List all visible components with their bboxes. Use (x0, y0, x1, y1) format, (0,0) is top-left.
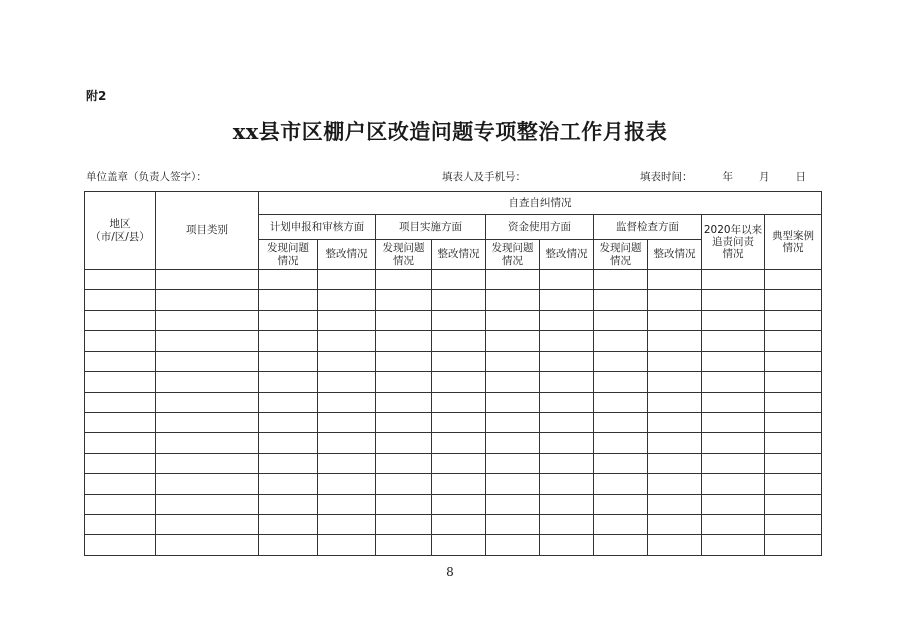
group-header-implementation: 项目实施方面 (376, 215, 486, 240)
table-cell[interactable] (318, 290, 376, 310)
table-cell[interactable] (432, 494, 486, 514)
table-cell[interactable] (486, 515, 540, 535)
table-cell[interactable] (156, 433, 259, 453)
table-cell[interactable] (432, 290, 486, 310)
table-cell[interactable] (85, 412, 156, 432)
table-row (85, 392, 822, 412)
table-cell[interactable] (432, 351, 486, 371)
table-cell[interactable] (540, 494, 594, 514)
table-row (85, 494, 822, 514)
table-cell[interactable] (486, 494, 540, 514)
group-header-supervision: 监督检查方面 (594, 215, 702, 240)
table-cell[interactable] (648, 331, 702, 351)
table-cell[interactable] (259, 331, 318, 351)
table-cell[interactable] (85, 331, 156, 351)
table-cell[interactable] (648, 392, 702, 412)
table-cell[interactable] (156, 351, 259, 371)
table-cell[interactable] (540, 433, 594, 453)
table-cell[interactable] (318, 372, 376, 392)
table-cell[interactable] (376, 453, 432, 473)
category-header: 项目类别 (156, 192, 259, 270)
table-cell[interactable] (432, 372, 486, 392)
table-cell[interactable] (765, 372, 822, 392)
table-cell[interactable] (85, 515, 156, 535)
table-cell[interactable] (486, 372, 540, 392)
table-cell[interactable] (85, 290, 156, 310)
table-cell[interactable] (702, 412, 765, 432)
table-cell[interactable] (702, 331, 765, 351)
table-cell[interactable] (540, 412, 594, 432)
rectify-header: 整改情况 (540, 240, 594, 270)
table-cell[interactable] (486, 331, 540, 351)
table-cell[interactable] (85, 310, 156, 330)
table-cell[interactable] (540, 372, 594, 392)
table-cell[interactable] (85, 392, 156, 412)
rectify-header: 整改情况 (318, 240, 376, 270)
table-cell[interactable] (594, 351, 648, 371)
table-row (85, 310, 822, 330)
table-cell[interactable] (85, 270, 156, 290)
table-cell[interactable] (594, 433, 648, 453)
table-cell[interactable] (540, 351, 594, 371)
table-cell[interactable] (432, 310, 486, 330)
table-row (85, 290, 822, 310)
table-cell[interactable] (486, 433, 540, 453)
table-cell[interactable] (432, 331, 486, 351)
table-cell[interactable] (594, 270, 648, 290)
table-cell[interactable] (486, 392, 540, 412)
table-cell[interactable] (765, 453, 822, 473)
table-cell[interactable] (648, 412, 702, 432)
table-row (85, 412, 822, 432)
table-cell[interactable] (85, 433, 156, 453)
table-cell[interactable] (156, 372, 259, 392)
rectify-header: 整改情况 (648, 240, 702, 270)
table-cell[interactable] (648, 372, 702, 392)
accountability-header: 2020年以来 追责问责 情况 (702, 215, 765, 270)
table-cell[interactable] (156, 474, 259, 494)
year-label: 年 (722, 171, 733, 183)
table-cell[interactable] (702, 270, 765, 290)
table-cell[interactable] (376, 331, 432, 351)
table-cell[interactable] (156, 310, 259, 330)
table-row (85, 372, 822, 392)
table-cell[interactable] (594, 494, 648, 514)
table-cell[interactable] (702, 433, 765, 453)
table-cell[interactable] (540, 310, 594, 330)
table-cell[interactable] (85, 494, 156, 514)
table-cell[interactable] (486, 453, 540, 473)
found-issue-header: 发现问题 情况 (259, 240, 318, 270)
unit-seal-label: 单位盖章（负责人签字）： (86, 171, 207, 183)
table-cell[interactable] (85, 474, 156, 494)
table-cell[interactable] (765, 494, 822, 514)
page-title: xx县市区棚户区改造问题专项整治工作月报表 (232, 119, 668, 144)
table-cell[interactable] (376, 535, 432, 556)
table-cell[interactable] (540, 535, 594, 556)
table-cell[interactable] (594, 453, 648, 473)
table-cell[interactable] (318, 270, 376, 290)
table-cell[interactable] (765, 433, 822, 453)
table-cell[interactable] (259, 453, 318, 473)
table-cell[interactable] (318, 310, 376, 330)
table-cell[interactable] (156, 270, 259, 290)
table-cell[interactable] (765, 412, 822, 432)
table-cell[interactable] (702, 351, 765, 371)
table-cell[interactable] (702, 494, 765, 514)
table-cell[interactable] (318, 515, 376, 535)
table-cell[interactable] (594, 290, 648, 310)
table-row (85, 351, 822, 371)
table-cell[interactable] (648, 474, 702, 494)
table-cell[interactable] (594, 310, 648, 330)
table-row (85, 474, 822, 494)
table-cell[interactable] (540, 474, 594, 494)
table-cell[interactable] (376, 290, 432, 310)
table-cell[interactable] (318, 453, 376, 473)
table-cell[interactable] (765, 310, 822, 330)
table-cell[interactable] (765, 270, 822, 290)
table-cell[interactable] (594, 515, 648, 535)
table-cell[interactable] (594, 474, 648, 494)
table-cell[interactable] (594, 331, 648, 351)
table-cell[interactable] (540, 392, 594, 412)
table-cell[interactable] (702, 474, 765, 494)
table-cell[interactable] (432, 270, 486, 290)
table-cell[interactable] (432, 392, 486, 412)
table-cell[interactable] (318, 535, 376, 556)
table-cell[interactable] (648, 270, 702, 290)
table-cell[interactable] (259, 433, 318, 453)
table-cell[interactable] (540, 453, 594, 473)
table-cell[interactable] (648, 290, 702, 310)
table-cell[interactable] (156, 515, 259, 535)
day-label: 日 (795, 171, 806, 183)
table-cell[interactable] (765, 290, 822, 310)
table-cell[interactable] (376, 494, 432, 514)
rectify-header: 整改情况 (432, 240, 486, 270)
table-cell[interactable] (648, 515, 702, 535)
table-cell[interactable] (648, 310, 702, 330)
table-cell[interactable] (432, 474, 486, 494)
table-cell[interactable] (486, 270, 540, 290)
table-cell[interactable] (318, 392, 376, 412)
table-cell[interactable] (156, 453, 259, 473)
report-table (84, 191, 822, 556)
table-cell[interactable] (318, 351, 376, 371)
table-cell[interactable] (765, 351, 822, 371)
table-cell[interactable] (648, 535, 702, 556)
table-cell[interactable] (648, 494, 702, 514)
table-cell[interactable] (85, 351, 156, 371)
table-cell[interactable] (376, 392, 432, 412)
region-header: 地区 （市/区/县） (85, 192, 156, 270)
table-cell[interactable] (702, 290, 765, 310)
table-cell[interactable] (85, 372, 156, 392)
table-cell[interactable] (702, 515, 765, 535)
month-label: 月 (759, 171, 770, 183)
table-cell[interactable] (432, 453, 486, 473)
table-cell[interactable] (259, 412, 318, 432)
table-cell[interactable] (594, 392, 648, 412)
table-cell[interactable] (702, 310, 765, 330)
table-cell[interactable] (486, 310, 540, 330)
table-cell[interactable] (376, 412, 432, 432)
table-cell[interactable] (702, 453, 765, 473)
table-row (85, 535, 822, 556)
table-cell[interactable] (702, 372, 765, 392)
table-cell[interactable] (259, 535, 318, 556)
group-header-funds: 资金使用方面 (486, 215, 594, 240)
table-cell[interactable] (318, 331, 376, 351)
found-issue-header: 发现问题 情况 (594, 240, 648, 270)
table-cell[interactable] (432, 433, 486, 453)
table-cell[interactable] (594, 412, 648, 432)
table-cell[interactable] (765, 331, 822, 351)
table-cell[interactable] (259, 494, 318, 514)
table-cell[interactable] (486, 474, 540, 494)
table-cell[interactable] (432, 412, 486, 432)
report-table-body (85, 270, 822, 556)
table-cell[interactable] (318, 474, 376, 494)
table-cell[interactable] (85, 453, 156, 473)
table-cell[interactable] (156, 290, 259, 310)
annex-label: 附2 (86, 89, 107, 103)
table-cell[interactable] (648, 433, 702, 453)
table-cell[interactable] (648, 453, 702, 473)
table-cell[interactable] (156, 392, 259, 412)
table-cell[interactable] (648, 351, 702, 371)
table-cell[interactable] (259, 351, 318, 371)
page-number: 8 (446, 565, 454, 579)
table-row (85, 270, 822, 290)
table-cell[interactable] (318, 412, 376, 432)
table-cell[interactable] (594, 535, 648, 556)
table-row (85, 453, 822, 473)
table-cell[interactable] (594, 372, 648, 392)
typical-case-header: 典型案例 情况 (765, 215, 822, 270)
table-cell[interactable] (259, 310, 318, 330)
fill-time-label: 填表时间： (640, 171, 693, 183)
table-cell[interactable] (376, 433, 432, 453)
fill-time (640, 169, 806, 184)
table-cell[interactable] (156, 494, 259, 514)
table-row (85, 433, 822, 453)
table-cell[interactable] (259, 515, 318, 535)
table-cell[interactable] (318, 494, 376, 514)
table-cell[interactable] (376, 270, 432, 290)
table-cell[interactable] (486, 351, 540, 371)
table-cell[interactable] (156, 535, 259, 556)
table-cell[interactable] (486, 290, 540, 310)
table-cell[interactable] (376, 515, 432, 535)
table-cell[interactable] (259, 392, 318, 412)
table-cell[interactable] (376, 372, 432, 392)
table-cell[interactable] (376, 474, 432, 494)
table-cell[interactable] (540, 290, 594, 310)
table-cell[interactable] (156, 331, 259, 351)
table-cell[interactable] (702, 535, 765, 556)
group-header-plan: 计划申报和审核方面 (259, 215, 376, 240)
table-cell[interactable] (765, 515, 822, 535)
table-cell[interactable] (765, 474, 822, 494)
table-cell[interactable] (259, 474, 318, 494)
self-check-header: 自查自纠情况 (259, 192, 822, 215)
table-cell[interactable] (376, 351, 432, 371)
table-cell[interactable] (259, 372, 318, 392)
table-cell[interactable] (486, 412, 540, 432)
table-cell[interactable] (486, 535, 540, 556)
table-cell[interactable] (318, 433, 376, 453)
table-row (85, 515, 822, 535)
table-cell[interactable] (376, 310, 432, 330)
table-cell[interactable] (259, 270, 318, 290)
table-cell[interactable] (540, 270, 594, 290)
filler-phone-label: 填表人及手机号： (442, 171, 526, 183)
table-cell[interactable] (156, 412, 259, 432)
table-cell[interactable] (765, 392, 822, 412)
found-issue-header: 发现问题 情况 (486, 240, 540, 270)
table-cell[interactable] (259, 290, 318, 310)
table-cell[interactable] (540, 515, 594, 535)
table-cell[interactable] (432, 515, 486, 535)
table-cell[interactable] (702, 392, 765, 412)
table-cell[interactable] (765, 535, 822, 556)
table-cell[interactable] (540, 331, 594, 351)
table-cell[interactable] (432, 535, 486, 556)
found-issue-header: 发现问题 情况 (376, 240, 432, 270)
table-cell[interactable] (85, 535, 156, 556)
table-row (85, 331, 822, 351)
